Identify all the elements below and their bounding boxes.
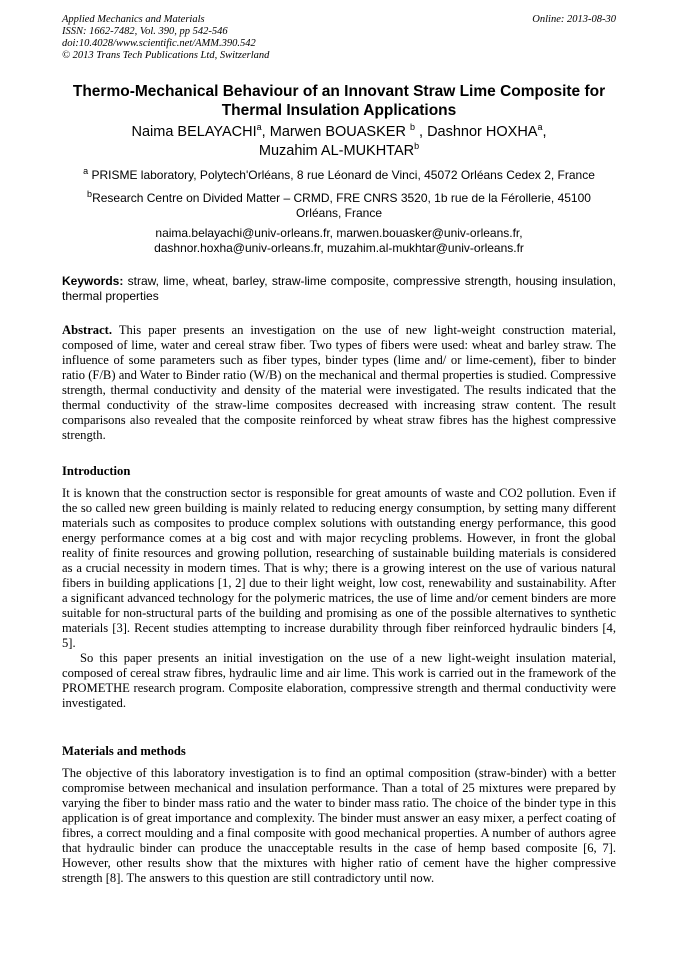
copyright: © 2013 Trans Tech Publications Ltd, Switzerland bbox=[62, 50, 270, 61]
paragraph: The objective of this laboratory investigation is to find an optimal composition (straw-binder) with a better compromise between mechanical and insulation performance. Than a total of 25 mixtures were prepared by varying the fiber to binder mass ratio and the water to binder mass ratio. The choice of the binder type in this application is of great importance and complexity. The binder must answer an easy mixer, a perfect coating of fibres, a correct moulding and a final composite with good mechanical properties. A number of authors agree that hydraulic binder can produce the unacceptable results in the case of hemp based composite [6, 7]. However, other results show that the mixtures with higher ratio of cement have the higher compressive strength [8]. The answers to this question are still contradictory until now. bbox=[62, 766, 616, 885]
affiliation-mark: a bbox=[83, 166, 89, 176]
author-affiliation-mark: b bbox=[414, 141, 420, 152]
affiliation-text: Research Centre on Divided Matter – CRMD, FRE CNRS 3520, 1b rue de la Férollerie, 45100 Orléans, France bbox=[92, 191, 591, 220]
journal-name: Applied Mechanics and Materials bbox=[62, 14, 205, 25]
author-name: Dashnor HOXHA bbox=[427, 124, 538, 140]
affiliation-mark: b bbox=[87, 189, 93, 199]
author-affiliation-mark: b bbox=[409, 122, 415, 133]
paper-title: Thermo-Mechanical Behaviour of an Innovant Straw Lime Composite for Thermal Insulation Applications bbox=[72, 83, 606, 119]
abstract bbox=[62, 323, 616, 443]
keywords bbox=[62, 274, 616, 304]
email-line: naima.belayachi@univ-orleans.fr, marwen.bouasker@univ-orleans.fr, bbox=[155, 226, 523, 240]
materials-methods-body bbox=[62, 766, 616, 886]
introduction-body bbox=[62, 486, 616, 711]
section-heading-introduction: Introduction bbox=[62, 464, 131, 478]
abstract-label: Abstract. bbox=[62, 323, 113, 337]
abstract-text: This paper presents an investigation on the use of new light-weight construction material, composed of lime, water and cereal straw fiber. Two types of fibers were used: wheat and barley straw. The influence of some parameters such as fiber types, binder types (lime and/ or lime-cement), fiber to binder ratio (F/B) and Water to Binder ratio (W/B) on the mechanical and thermal properties is studied. Compressive strength, thermal conductivity and density of the material were investigated. The results indicated that the thermal conductivity of the straw-lime composites decreased with increasing straw content. The result comparisons also revealed that the composite reinforced by wheat straw fibres has the highest compressive strength. bbox=[62, 323, 617, 442]
keywords-text: straw, lime, wheat, barley, straw-lime composite, compressive strength, housing insulation, thermal properties bbox=[62, 274, 616, 303]
author-name: Marwen BOUASKER bbox=[269, 124, 406, 140]
online-date: Online: 2013-08-30 bbox=[532, 14, 616, 25]
paragraph: It is known that the construction sector is responsible for great amounts of waste and CO2 pollution. Even if the so called new green building is mainly related to reducing energy consumption, by setting many different materials such as composites to produce complex solutions with outstanding energy performance, this good energy performance comes at a big cost and with major recycling problems. However, in front the global reality of finite resources and growing pollution, researching of sustainable building materials is considered as a crucial necessity in modern times. That is why; there is a growing interest on the use of various natural fibers in building applications [1, 2] due to their light weight, low cost, renewability and sustainability. After a significant advanced technology for the polymeric matrices, the use of lime and/or cement binders are more suitable for non-structural parts of the building and promising as one of the possible alternatives to synthetic materials [3]. Recent studies attempting to increase durability through fiber reinforced hydraulic binders [4, 5]. bbox=[62, 486, 616, 650]
journal-header bbox=[62, 14, 616, 62]
doi: doi:10.4028/www.scientific.net/AMM.390.542 bbox=[62, 38, 256, 49]
author-affiliation-mark: a bbox=[537, 122, 543, 133]
author-affiliation-mark: a bbox=[256, 122, 262, 133]
email-line: dashnor.hoxha@univ-orleans.fr, muzahim.al-mukhtar@univ-orleans.fr bbox=[154, 241, 524, 255]
author-emails bbox=[66, 226, 612, 256]
author-name: Naima BELAYACHI bbox=[131, 124, 257, 140]
author-list: Naima BELAYACHI$^a$, Marwen BOUASKER $^b$ , Dashnor HOXHA$^a$, Muzahim AL-MUKHTAR$^b$ bbox=[131, 122, 547, 159]
section-heading-materials-methods: Materials and methods bbox=[62, 744, 186, 758]
paragraph: So this paper presents an initial investigation on the use of a new light-weight insulation material, composed of cereal straw fibres, hydraulic lime and air lime. This work is carried out in the framework of the PROMETHE research program. Composite elaboration, compressive strength and thermal conductivity were investigated. bbox=[62, 651, 616, 710]
affiliation-text: PRISME laboratory, Polytech'Orléans, 8 rue Léonard de Vinci, 45072 Orléans Cedex 2, France bbox=[91, 168, 595, 182]
issn: ISSN: 1662-7482, Vol. 390, pp 542-546 bbox=[62, 26, 228, 37]
keywords-label: Keywords: bbox=[62, 274, 124, 288]
affiliation-b bbox=[66, 191, 612, 221]
author-name: Muzahim AL-MUKHTAR bbox=[258, 143, 415, 159]
affiliation-a bbox=[66, 168, 612, 183]
